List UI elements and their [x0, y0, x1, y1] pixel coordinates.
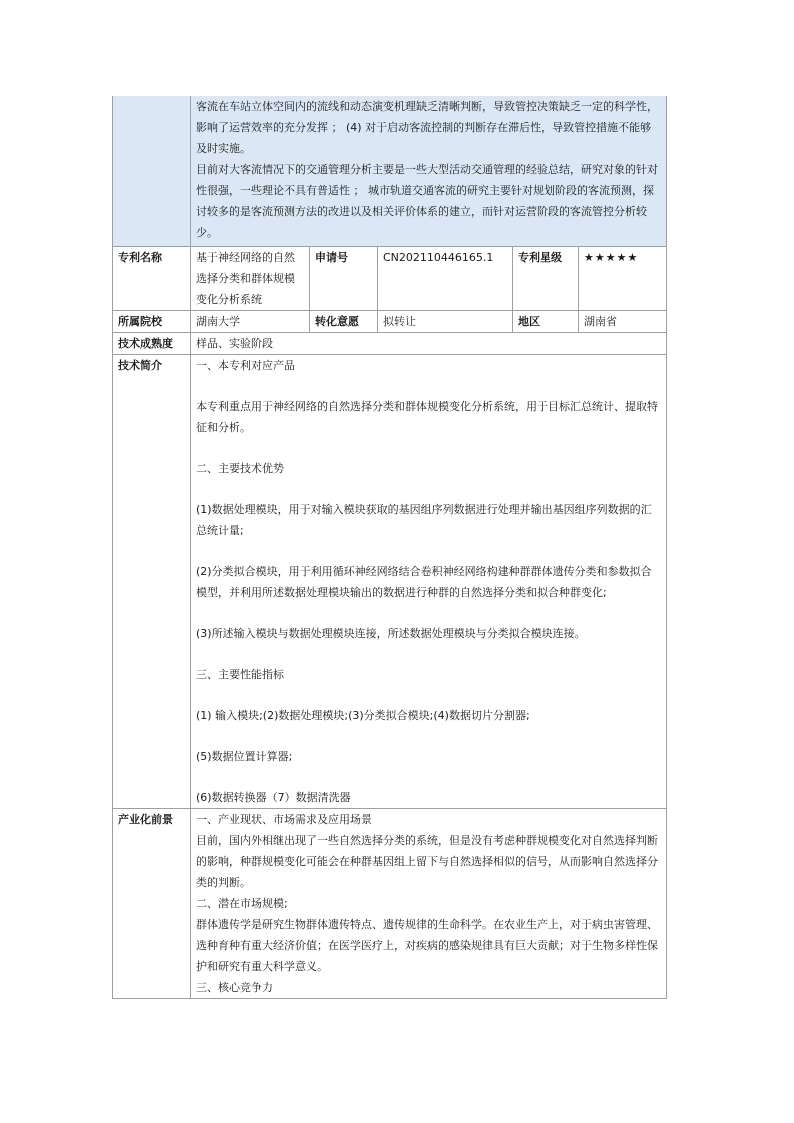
background-text-cell	[191, 96, 667, 247]
school-value: 湖南大学	[191, 311, 310, 333]
background-label-cell	[113, 96, 191, 247]
rating-stars: ★★★★★	[579, 247, 667, 311]
tech-intro-line: 三、主要性能指标	[196, 668, 284, 681]
background-paragraph-2: 目前对大客流情况下的交通管理分析主要是一些大型活动交通管理的经验总结，研究对象的针对性很强，一些理论不具有普适性 ； 城市轨道交通客流的研究主要针对规划阶段的客流预测，探讨较多的是客流预测方法的改进以及相关评价体系的建立，而针对运营阶段的客流管控分析较少。	[196, 163, 658, 239]
industrial-line: 一、产业现状、市场需求及应用场景	[196, 813, 372, 826]
school-label: 所属院校	[113, 311, 191, 333]
industrial-line: 三、核心竞争力	[196, 981, 273, 994]
region-label: 地区	[513, 311, 579, 333]
maturity-value: 样品、实验阶段	[191, 333, 667, 355]
application-no-label: 申请号	[310, 247, 378, 311]
industrial-row	[113, 809, 667, 999]
background-paragraph-1: 客流在车站立体空间内的流线和动态演变机理缺乏清晰判断，导致管控决策缺乏一定的科学性，影响了运营效率的充分发挥 ； (4) 对于启动客流控制的判断存在滞后性，导致管控措施不能够及时实施。	[196, 100, 658, 155]
tech-intro-line: (2)分类拟合模块，用于利用循环神经网络结合卷积神经网络构建种群群体遗传分类和参数拟合模型，并利用所述数据处理模块输出的数据进行种群的自然选择分类和拟合种群变化;	[196, 565, 652, 599]
patent-info-table	[112, 96, 667, 999]
application-no-value: CN202110446165.1	[378, 247, 513, 311]
maturity-label: 技术成熟度	[113, 333, 191, 355]
industrial-label: 产业化前景	[113, 809, 191, 999]
industrial-line: 群体遗传学是研究生物群体遗传特点、遗传规律的生命科学。在农业生产上，对于病虫害管理、选种育种有重大经济价值；在医学医疗上，对疾病的感染规律具有巨大贡献；对于生物多样性保护和研究有重大科学意义。	[196, 918, 658, 973]
intent-value: 拟转让	[378, 311, 513, 333]
region-value: 湖南省	[579, 311, 667, 333]
patent-name-row	[113, 247, 667, 311]
tech-intro-line: (1) 输入模块;(2)数据处理模块;(3)分类拟合模块;(4)数据切片分割器;	[196, 709, 530, 722]
intent-label: 转化意愿	[310, 311, 378, 333]
tech-intro-line: (1)数据处理模块，用于对输入模块获取的基因组序列数据进行处理并输出基因组序列数据的汇总统计量;	[196, 503, 652, 537]
tech-intro-line: (5)数据位置计算器;	[196, 750, 293, 763]
rating-label: 专利星级	[513, 247, 579, 311]
tech-intro-row	[113, 355, 667, 809]
background-continuation-row	[113, 96, 667, 247]
industrial-line: 二、潜在市场规模;	[196, 897, 288, 910]
tech-intro-label: 技术简介	[113, 355, 191, 809]
school-row	[113, 311, 667, 333]
tech-intro-line: (3)所述输入模块与数据处理模块连接，所述数据处理模块与分类拟合模块连接。	[196, 627, 586, 640]
tech-intro-line: 本专利重点用于神经网络的自然选择分类和群体规模变化分析系统，用于目标汇总统计、提取特征和分析。	[196, 400, 658, 434]
tech-intro-line: (6)数据转换器（7）数据清洗器	[196, 791, 351, 804]
patent-name-label: 专利名称	[113, 247, 191, 311]
industrial-content	[191, 809, 667, 999]
tech-intro-line: 二、主要技术优势	[196, 462, 284, 475]
patent-name-value: 基于神经网络的自然选择分类和群体规模变化分析系统	[191, 247, 310, 311]
tech-intro-line: 一、本专利对应产品	[196, 359, 295, 372]
tech-intro-content	[191, 355, 667, 809]
industrial-line: 目前，国内外相继出现了一些自然选择分类的系统，但是没有考虑种群规模变化对自然选择判断的影响，种群规模变化可能会在种群基因组上留下与自然选择相似的信号，从而影响自然选择分类的判断。	[196, 834, 658, 889]
maturity-row	[113, 333, 667, 355]
